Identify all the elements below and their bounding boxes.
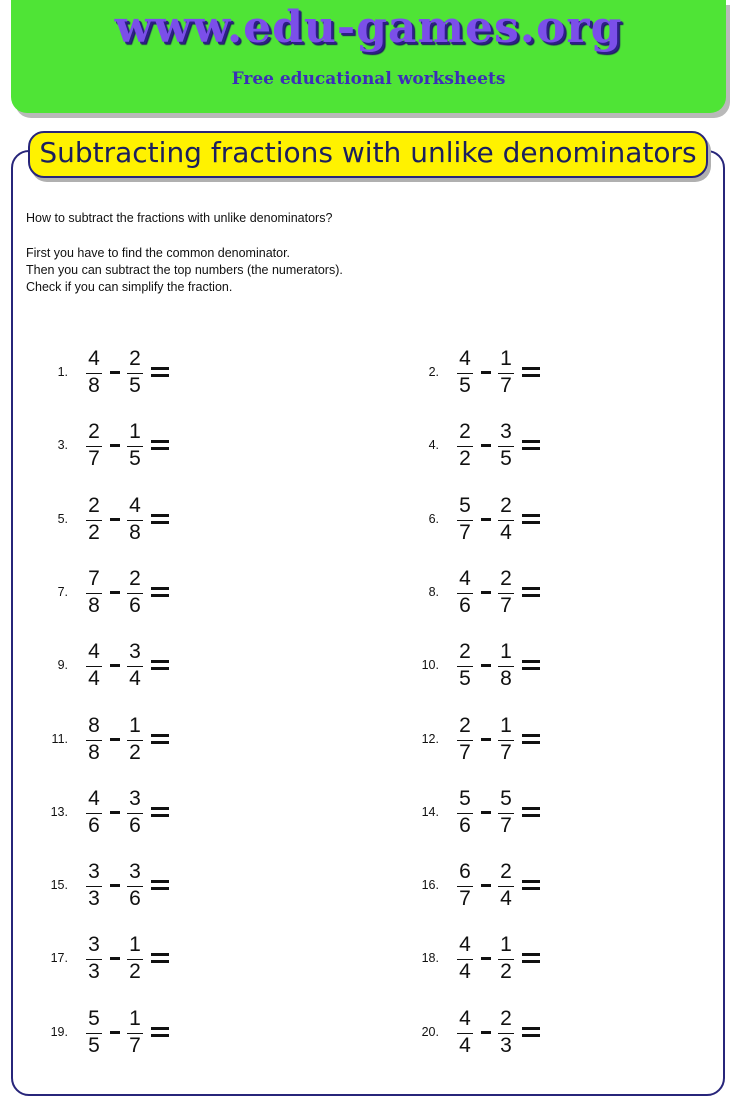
equals-sign (151, 658, 169, 673)
problem-item (371, 1006, 571, 1060)
instruction-line: First you have to find the common denominator. (26, 246, 291, 260)
problem-item (0, 419, 200, 473)
denominator: 8 (88, 594, 100, 617)
numerator: 4 (88, 640, 100, 663)
problem-number: 6. (428, 512, 439, 526)
page-title: Subtracting fractions with unlike denominators (39, 136, 697, 169)
denominator: 7 (500, 374, 512, 397)
denominator: 6 (88, 814, 100, 837)
minus-sign (481, 518, 491, 521)
denominator: 7 (500, 594, 512, 617)
minus-sign (481, 811, 491, 814)
numerator: 1 (500, 714, 512, 737)
numerator: 4 (129, 494, 141, 517)
problem-number: 8. (428, 585, 439, 599)
numerator: 5 (459, 787, 471, 810)
numerator: 1 (500, 640, 512, 663)
numerator: 2 (459, 640, 471, 663)
denominator: 8 (500, 667, 512, 690)
numerator: 3 (129, 860, 141, 883)
denominator: 7 (459, 887, 471, 910)
denominator: 8 (88, 374, 100, 397)
equals-sign (522, 585, 540, 600)
numerator: 1 (129, 1007, 141, 1030)
equals-sign (522, 951, 540, 966)
problem-item (371, 419, 571, 473)
numerator: 2 (129, 567, 141, 590)
equals-sign (151, 585, 169, 600)
numerator: 1 (500, 347, 512, 370)
numerator: 3 (88, 933, 100, 956)
denominator: 6 (459, 814, 471, 837)
equals-sign (522, 1025, 540, 1040)
numerator: 4 (459, 1007, 471, 1030)
denominator: 4 (500, 887, 512, 910)
problem-number: 19. (50, 1025, 68, 1039)
denominator: 4 (88, 667, 100, 690)
numerator: 3 (88, 860, 100, 883)
problem-item (0, 346, 200, 400)
numerator: 4 (88, 787, 100, 810)
header-banner (11, 0, 726, 113)
numerator: 3 (500, 420, 512, 443)
numerator: 3 (129, 640, 141, 663)
numerator: 4 (459, 567, 471, 590)
equals-sign (151, 805, 169, 820)
denominator: 2 (88, 521, 100, 544)
instruction-question: How to subtract the fractions with unlike denominators? (26, 211, 333, 225)
denominator: 5 (500, 447, 512, 470)
problem-number: 3. (57, 438, 68, 452)
denominator: 5 (459, 374, 471, 397)
minus-sign (481, 957, 491, 960)
problem-item (371, 346, 571, 400)
problem-item (0, 859, 200, 913)
equals-sign (151, 1025, 169, 1040)
problem-item (0, 566, 200, 620)
numerator: 5 (459, 494, 471, 517)
denominator: 3 (88, 960, 100, 983)
denominator: 2 (129, 741, 141, 764)
denominator: 7 (500, 814, 512, 837)
minus-sign (110, 811, 120, 814)
equals-sign (151, 365, 169, 380)
minus-sign (481, 444, 491, 447)
numerator: 1 (129, 933, 141, 956)
denominator: 3 (500, 1034, 512, 1057)
denominator: 2 (129, 960, 141, 983)
denominator: 5 (129, 374, 141, 397)
minus-sign (110, 1031, 120, 1034)
minus-sign (481, 371, 491, 374)
problem-item (0, 932, 200, 986)
equals-sign (151, 878, 169, 893)
problem-item (0, 1006, 200, 1060)
title-box (28, 131, 708, 178)
denominator: 6 (129, 814, 141, 837)
numerator: 1 (129, 420, 141, 443)
minus-sign (110, 664, 120, 667)
denominator: 5 (129, 447, 141, 470)
problem-item (0, 713, 200, 767)
site-url[interactable]: www.edu-games.org (114, 2, 623, 53)
minus-sign (481, 664, 491, 667)
problem-item (371, 713, 571, 767)
numerator: 1 (500, 933, 512, 956)
problem-number: 5. (57, 512, 68, 526)
denominator: 8 (129, 521, 141, 544)
problem-number: 4. (428, 438, 439, 452)
tagline: Free educational worksheets (231, 69, 506, 89)
minus-sign (110, 591, 120, 594)
minus-sign (110, 738, 120, 741)
problem-number: 15. (50, 878, 68, 892)
numerator: 1 (129, 714, 141, 737)
numerator: 6 (459, 860, 471, 883)
numerator: 7 (88, 567, 100, 590)
denominator: 3 (88, 887, 100, 910)
numerator: 2 (88, 420, 100, 443)
instruction-line: Then you can subtract the top numbers (the numerators). (26, 263, 343, 277)
problem-item (0, 639, 200, 693)
equals-sign (522, 512, 540, 527)
numerator: 2 (500, 567, 512, 590)
equals-sign (522, 658, 540, 673)
denominator: 4 (459, 1034, 471, 1057)
denominator: 4 (129, 667, 141, 690)
denominator: 6 (129, 887, 141, 910)
numerator: 5 (88, 1007, 100, 1030)
problem-number: 2. (428, 365, 439, 379)
numerator: 2 (459, 420, 471, 443)
problem-item (0, 493, 200, 547)
instruction-line: Check if you can simplify the fraction. (26, 280, 233, 294)
denominator: 4 (459, 960, 471, 983)
equals-sign (151, 732, 169, 747)
minus-sign (481, 591, 491, 594)
denominator: 6 (129, 594, 141, 617)
minus-sign (110, 444, 120, 447)
minus-sign (110, 518, 120, 521)
denominator: 7 (129, 1034, 141, 1057)
minus-sign (481, 884, 491, 887)
denominator: 8 (88, 741, 100, 764)
numerator: 2 (459, 714, 471, 737)
denominator: 7 (500, 741, 512, 764)
problem-number: 11. (51, 732, 68, 746)
numerator: 2 (500, 494, 512, 517)
problem-item (371, 786, 571, 840)
problem-number: 17. (50, 951, 68, 965)
equals-sign (522, 732, 540, 747)
denominator: 7 (88, 447, 100, 470)
problem-item (371, 566, 571, 620)
problem-number: 20. (421, 1025, 439, 1039)
minus-sign (481, 1031, 491, 1034)
denominator: 7 (459, 741, 471, 764)
minus-sign (110, 957, 120, 960)
problem-number: 1. (57, 365, 68, 379)
problem-number: 10. (421, 658, 439, 672)
problem-number: 14. (421, 805, 439, 819)
minus-sign (110, 371, 120, 374)
numerator: 4 (459, 933, 471, 956)
numerator: 4 (88, 347, 100, 370)
numerator: 2 (129, 347, 141, 370)
numerator: 5 (500, 787, 512, 810)
equals-sign (151, 951, 169, 966)
equals-sign (522, 438, 540, 453)
numerator: 2 (500, 860, 512, 883)
problem-item (371, 932, 571, 986)
equals-sign (151, 512, 169, 527)
minus-sign (110, 884, 120, 887)
numerator: 2 (88, 494, 100, 517)
problem-number: 18. (421, 951, 439, 965)
problem-number: 16. (421, 878, 439, 892)
numerator: 3 (129, 787, 141, 810)
denominator: 2 (500, 960, 512, 983)
problem-number: 9. (57, 658, 68, 672)
problem-item (371, 493, 571, 547)
problem-item (0, 786, 200, 840)
equals-sign (151, 438, 169, 453)
denominator: 4 (500, 521, 512, 544)
problem-item (371, 639, 571, 693)
minus-sign (481, 738, 491, 741)
equals-sign (522, 805, 540, 820)
numerator: 8 (88, 714, 100, 737)
equals-sign (522, 365, 540, 380)
problem-number: 12. (421, 732, 439, 746)
problem-number: 7. (57, 585, 68, 599)
problem-number: 13. (50, 805, 68, 819)
denominator: 5 (459, 667, 471, 690)
problem-item (371, 859, 571, 913)
numerator: 4 (459, 347, 471, 370)
numerator: 2 (500, 1007, 512, 1030)
denominator: 6 (459, 594, 471, 617)
denominator: 7 (459, 521, 471, 544)
denominator: 2 (459, 447, 471, 470)
equals-sign (522, 878, 540, 893)
denominator: 5 (88, 1034, 100, 1057)
